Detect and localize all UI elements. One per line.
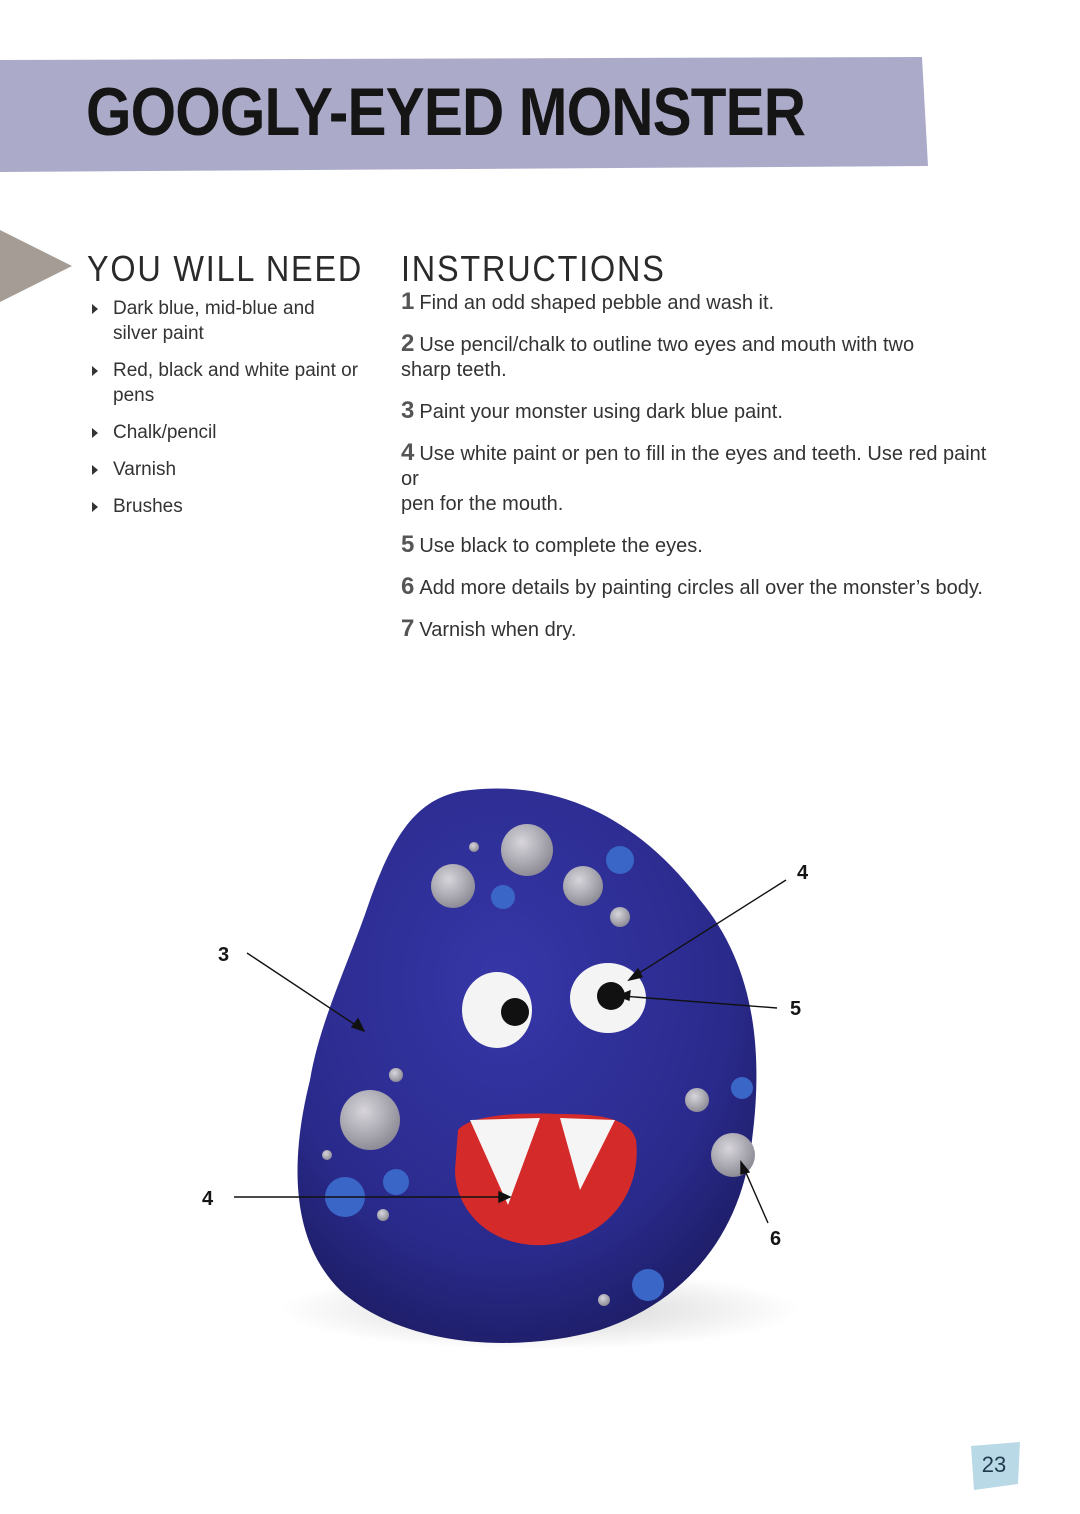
page-number: 23: [981, 1452, 1007, 1477]
you-will-need-heading: YOU WILL NEED: [87, 248, 364, 289]
list-item: Red, black and white paint or pens: [92, 358, 392, 408]
instruction-step: 6 Add more details by painting circles all over the monster’s body.: [401, 573, 983, 600]
instruction-steps: [401, 289, 1001, 658]
silver-dot: [389, 1068, 403, 1082]
silver-dot: [598, 1294, 610, 1306]
instruction-step: 5 Use black to complete the eyes.: [401, 531, 703, 558]
callout-line: [743, 1166, 768, 1223]
bullet-icon: [92, 465, 98, 475]
callout-number: 3: [218, 944, 230, 966]
silver-dot: [610, 907, 630, 927]
silver-dot: [469, 842, 479, 852]
list-item: Brushes: [92, 494, 392, 519]
list-item: Varnish: [92, 457, 392, 482]
callout-number: 4: [202, 1188, 214, 1210]
silver-dot: [377, 1209, 389, 1221]
monster-rock-photo: [0, 760, 1080, 1380]
list-item: Chalk/pencil: [92, 420, 392, 445]
silver-dot: [322, 1150, 332, 1160]
silver-dot: [501, 824, 553, 876]
bullet-icon: [92, 366, 98, 376]
callout-number: 4: [797, 862, 809, 884]
silver-dot: [431, 864, 475, 908]
left-pupil: [501, 998, 529, 1026]
instruction-step: 4 Use white paint or pen to fill in the eyes and teeth. Use red paint or pen for the mouth.: [401, 439, 987, 515]
materials-list: [92, 296, 392, 531]
blue-dot: [491, 885, 515, 909]
instruction-step: 1 Find an odd shaped pebble and wash it.: [401, 288, 775, 315]
instructions-heading: INSTRUCTIONS: [401, 248, 666, 289]
callout-number: 6: [770, 1228, 782, 1250]
instruction-step: 2 Use pencil/chalk to outline two eyes and mouth with two sharp teeth.: [401, 330, 915, 381]
list-item: Dark blue, mid-blue and silver paint: [92, 296, 392, 346]
bullet-icon: [92, 304, 98, 314]
silver-dot: [340, 1090, 400, 1150]
callout-number: 5: [790, 998, 802, 1020]
blue-dot: [632, 1269, 664, 1301]
blue-dot: [383, 1169, 409, 1195]
blue-dot: [606, 846, 634, 874]
instruction-step: 7 Varnish when dry.: [401, 615, 577, 642]
page-number-badge: [968, 1440, 1022, 1492]
page-title: GOOGLY-EYED MONSTER: [86, 74, 806, 150]
bullet-icon: [92, 502, 98, 512]
left-tab-arrow: [0, 228, 80, 308]
silver-dot: [685, 1088, 709, 1112]
instruction-step: 3 Paint your monster using dark blue paint.: [401, 397, 783, 424]
blue-dot: [731, 1077, 753, 1099]
bullet-icon: [92, 428, 98, 438]
silver-dot: [563, 866, 603, 906]
